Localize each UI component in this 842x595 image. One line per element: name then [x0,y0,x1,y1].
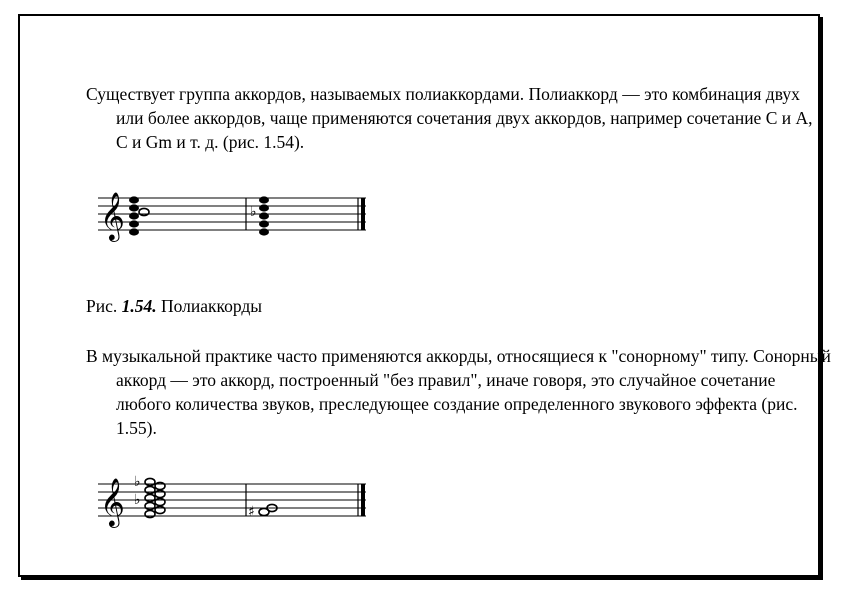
figure-polychords-staff [98,184,370,244]
paragraph-polychords: Существует группа аккордов, называемых полиаккордами. Полиаккорд — это комбинация двух или более аккордов, чаще применяются сочетания двух аккордов, например сочетание С и А, С и Gm и т. д. (рис. 1.54). [86,84,813,152]
treble-clef-icon: 𝄞 [100,477,125,526]
flat-icon: ♭ [134,474,141,490]
paragraph-sonor-chord: В музыкальной практике часто применяются аккорды, относящиеся к "сонорному" типу. Сонорный аккорд — это аккорд, построенный "без правил", иначе говоря, это случайное сочетание любого количества звуков, преследующее создание определенного звукового эффекта (рис. 1.55). [86,346,831,438]
chord-4 [259,504,277,515]
treble-clef-icon: 𝄞 [100,191,125,240]
flat-icon: ♭ [250,204,257,220]
flat-icon: ♭ [134,492,141,508]
sharp-icon: ♯ [248,504,255,520]
figure-sonor-staff [98,470,370,530]
chord-2 [259,196,269,235]
figure-caption: Рис. 1.54. Полиаккорды [86,296,263,316]
